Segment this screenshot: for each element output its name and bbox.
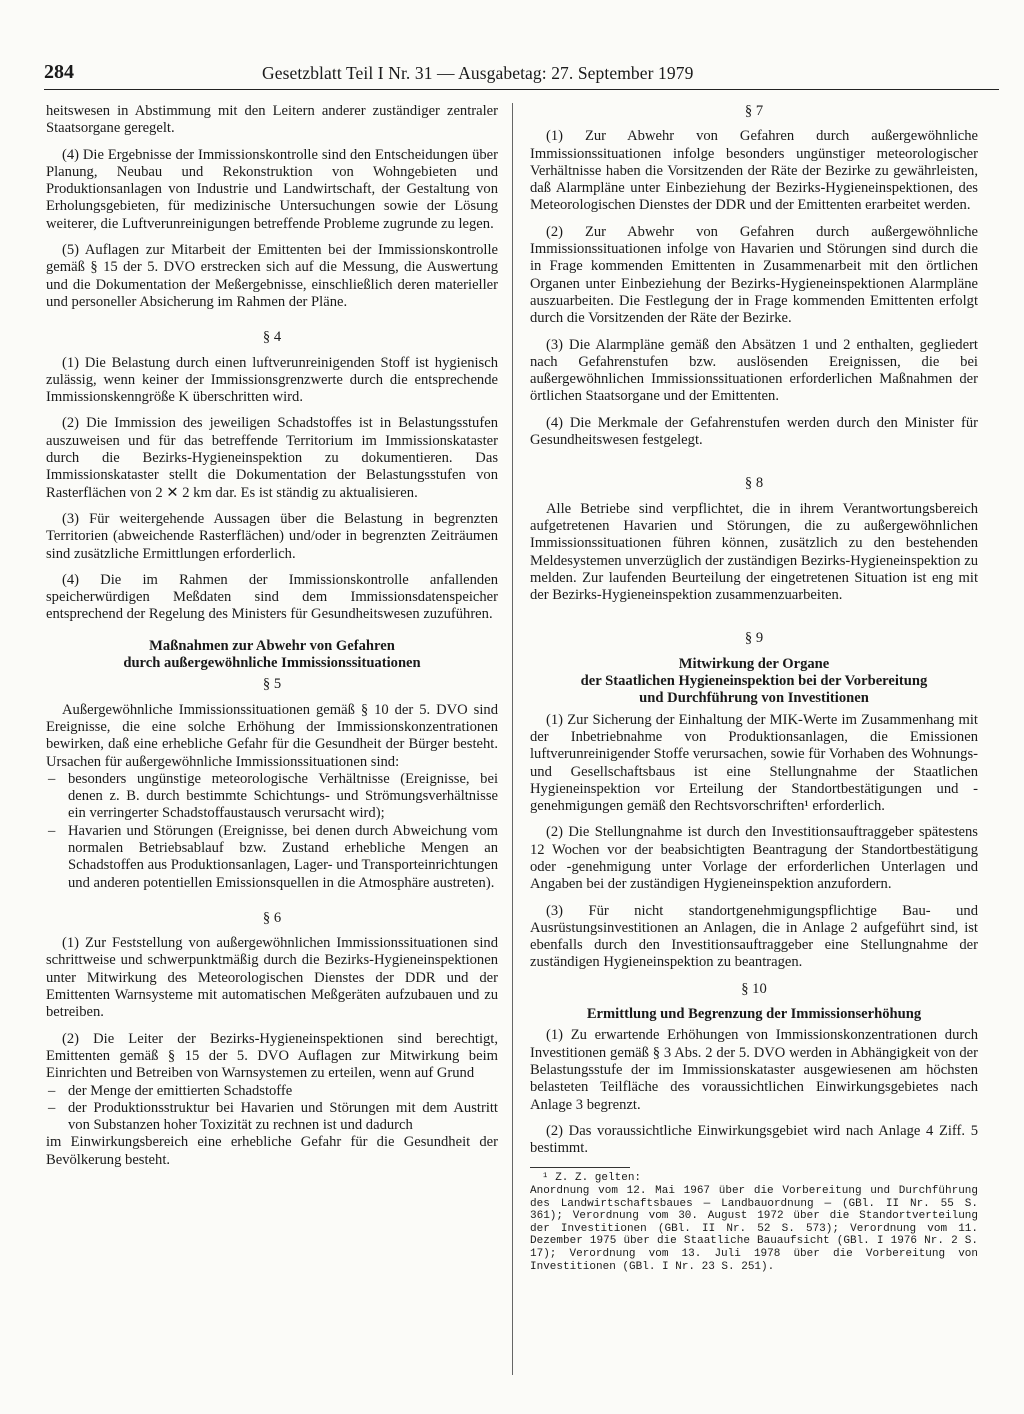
paragraph-3-5: (5) Auflagen zur Mitarbeit der Emittenten bei der Immissionskontrolle gemäß § 15 der 5. DVO erstrecken sich auf die Messung, die Auswertung und die Dokumentation der Meßergebnisse, einschließlich deren materieller und personeller Absicherung im Rahmen der Pläne. (46, 242, 498, 310)
page-number: 284 (44, 61, 74, 83)
section-9-heading (530, 656, 978, 708)
list-item: – besonders ungünstige meteorologische Verhältnisse (Ereignisse, bei denen z. B. durch bestimmte Schichtungs- und Strömungsverhältnisse ein verringerter Schadstoffaustausch verursacht wird); (46, 771, 498, 823)
section-5-list (46, 771, 498, 892)
footnote-text: Anordnung vom 12. Mai 1967 über die Vorbereitung und Durchführung des Landwirtschaftsbaues — Landbauordnung — (GBl. II Nr. 55 S. 361); Verordnung vom 30. August 1972 über die Standortverteilung der Investitionen (GBl. II Nr. 52 S. 573); Verordnung vom 11. Dezember 1975 über die Staatliche Bauaufsicht (GBl. I 1976 Nr. 2 S. 17); Verordnung vom 13. Juli 1978 über die Vorbereitung von Investitionen (GBl. I Nr. 23 S. 251). (530, 1185, 978, 1273)
paragraph-6-end: im Einwirkungsbereich eine erhebliche Gefahr für die Gesundheit der Bevölkerung besteht. (46, 1134, 498, 1168)
section-4-title: § 4 (262, 329, 282, 346)
paragraph-6-2: (2) Die Leiter der Bezirks-Hygieneinspektionen sind berechtigt, Emittenten gemäß § 15 der 5. DVO Auflagen zur Mitwirkung beim Einrichten und Betreiben von Warnsystemen zu erteilen, wenn auf Grund (46, 1030, 498, 1082)
paragraph-7-4: (4) Die Merkmale der Gefahrenstufen werden durch den Minister für Gesundheitswesen festgelegt. (530, 414, 978, 449)
page-header (44, 61, 999, 90)
section-10-heading: Ermittlung und Begrenzung der Immissionserhöhung (586, 1006, 922, 1023)
section-7-title: § 7 (744, 103, 764, 119)
list-item: – der Produktionsstruktur bei Havarien und Störungen mit dem Austritt von Substanzen hoher Toxizität zu rechnen ist und dadurch (46, 1100, 498, 1135)
left-column (46, 103, 498, 1178)
paragraph-10-2: (2) Das voraussichtliche Einwirkungsgebiet wird nach Anlage 4 Ziff. 5 bestimmt. (530, 1122, 978, 1157)
measures-heading-line-1: Maßnahmen zur Abwehr von Gefahren (149, 637, 395, 654)
paragraph-4-2: (2) Die Immission des jeweiligen Schadstoffes ist in Belastungsstufen auszuweisen und für das betreffende Territorium im Immissionskataster durch die Bezirks-Hygieneinspektion zu dokumentieren. Das Immissionskataster stellt die Dokumentation der Belastungsstufen von Rasterflächen von 2 ✕ 2 km dar. Es ist ständig zu aktualisieren. (46, 415, 498, 501)
section-8-title: § 8 (744, 475, 764, 492)
section-9-heading-line-3: und Durchführung von Investitionen (639, 690, 869, 707)
section-9-title: § 9 (744, 630, 764, 647)
paragraph-10-1: (1) Zu erwartende Erhöhungen von Immissionskonzentrationen durch Investitionen gemäß § 3 Abs. 2 der 5. DVO werden in Abhängigkeit von der Belastungsstufe der im Immissionskataster ausgewiesenen am höchsten belasteten Teilfläche des voraussichtlichen Einwirkungsgebietes nach Anlage 3 begrenzt. (530, 1027, 978, 1113)
right-column (530, 103, 978, 1273)
paragraph-7-2: (2) Zur Abwehr von Gefahren durch außergewöhnliche Immissionssituationen infolge von Havarien und Störungen sind durch die in Frage kommenden Emittenten in Zusammenarbeit mit den örtlichen Organen unter Einbeziehung der Bezirks-Hygieneinspektionen Alarmpläne auszuarbeiten. Die Festlegung der in Frage kommenden Emittenten erfolgt durch die Vorsitzenden der Räte der Bezirke. (530, 223, 978, 327)
section-6-title: § 6 (262, 909, 282, 926)
paragraph-6-1: (1) Zur Feststellung von außergewöhnlichen Immissionssituationen sind schrittweise und schwerpunktmäßig durch die Bezirks-Hygieneinspektionen unter Mitwirkung des Meteorologischen Dienstes der DDR und der Emittenten Warnsysteme mit automatischen Meßgeräten aufzubauen und zu betreiben. (46, 935, 498, 1021)
section-6-list (46, 1083, 498, 1135)
footnote-rule (530, 1167, 630, 1168)
paragraph-9-3: (3) Für nicht standortgenehmigungspflichtige Bau- und Ausrüstungsinvestitionen an Anlagen, die in Anlage 2 aufgeführt sind, ist ebenfalls durch den Investitionsauftraggeber eine Stellungnahme der zuständigen Hygieneinspektion zu beantragen. (530, 902, 978, 971)
measures-heading (46, 638, 498, 673)
running-title: Gesetzblatt Teil I Nr. 31 — Ausgabetag: 27. September 1979 (262, 63, 694, 83)
paragraph-7-3: (3) Die Alarmpläne gemäß den Absätzen 1 und 2 enthalten, gegliedert nach Gefahrenstufen bzw. auslösenden Ereignissen, die bei außergewöhnlichen Immissionssituationen erforderlichen Maßnahmen der örtlichen Staatsorgane und der Emittenten. (530, 336, 978, 405)
list-item: – der Menge der emittierten Schadstoffe (46, 1083, 498, 1100)
paragraph-5-intro: Außergewöhnliche Immissionssituationen gemäß § 10 der 5. DVO sind Ereignisse, die eine solche Erhöhung der Immissionskonzentrationen bewirken, daß eine erhebliche Gefahr für die Gesundheit der Bürger besteht. Ursachen für außergewöhnliche Immissionssituationen sind: (46, 701, 498, 770)
footnote (530, 1172, 978, 1273)
paragraph-4-4: (4) Die im Rahmen der Immissionskontrolle anfallenden speicherwürdigen Meßdaten sind dem Immissionsdatenspeicher entsprechend der Regelung des Ministers für Gesundheitswesen zuzuführen. (46, 571, 498, 623)
paragraph-8: Alle Betriebe sind verpflichtet, die in ihrem Verantwortungsbereich aufgetretenen Havarien und Störungen, die zu außergewöhnlichen Immissionssituationen führen können, zusätzlich zu den bestehenden Meldesystemen unverzüglich der zuständigen Bezirks-Hygieneinspektion zu melden. Zur laufenden Beurteilung der eingetretenen Situation ist eng mit der Bezirks-Hygieneinspektion zusammenzuarbeiten. (530, 500, 978, 604)
paragraph-4-1: (1) Die Belastung durch einen luftverunreinigenden Stoff ist hygienisch zulässig, wenn keiner der Immissionsgrenzwerte durch die entsprechende Immissionskenngröße K überschritten wird. (46, 354, 498, 406)
paragraph-4-3: (3) Für weitergehende Aussagen über die Belastung in begrenzten Territorien (abweichende Rasterflächen) und/oder in begrenzten Zeiträumen sind zusätzliche Ermittlungen erforderlich. (46, 510, 498, 562)
paragraph-continuation: heitswesen in Abstimmung mit den Leitern anderer zuständiger zentraler Staatsorgane geregelt. (46, 103, 498, 137)
section-9-heading-line-1: Mitwirkung der Organe (678, 655, 830, 672)
section-10-title: § 10 (741, 980, 767, 997)
paragraph-3-4: (4) Die Ergebnisse der Immissionskontrolle sind den Entscheidungen über Planung, Neubau und Rekonstruktion von Wohngebieten und Produktionsanlagen von Industrie und Landwirtschaft, der Gestaltung von Erholungsgebieten, für medizinische Untersuchungen sowie der Lösung weiterer, die Luftverunreinigungen betreffende Probleme zugrunde zu legen. (46, 146, 498, 232)
paragraph-9-1: (1) Zur Sicherung der Einhaltung der MIK-Werte im Zusammenhang mit der Inbetriebnahme von Produktionsanlagen, die Emissionen luftverunreinigender Stoffe verursachen, sowie für Vorhaben des Wohnungs- und Gesellschaftsbaus ist eine Stellungnahme der Staatlichen Hygieneinspektion vor Erteilung der Standortbestätigungen und -genehmigungen gemäß den Rechtsvorschriften¹ erforderlich. (530, 711, 978, 815)
footnote-intro: ¹ Z. Z. gelten: (542, 1172, 642, 1185)
section-9-heading-line-2: der Staatlichen Hygieneinspektion bei der Vorbereitung (580, 673, 928, 690)
column-divider (512, 103, 513, 1375)
measures-heading-line-2: durch außergewöhnliche Immissionssituationen (123, 655, 421, 672)
list-item: – Havarien und Störungen (Ereignisse, bei denen durch Abweichung vom normalen Betriebsablauf bzw. Zustand erhebliche Mengen an Schadstoffen aus Produktionsanlagen, Lager- und Transporteinrichtungen und anderen potentiellen Emissionsquellen in die Atmosphäre austreten). (46, 823, 498, 892)
paragraph-7-1: (1) Zur Abwehr von Gefahren durch außergewöhnliche Immissionssituationen infolge besonders ungünstiger meteorologischer Verhältnisse haben die Vorsitzenden der Räte der Bezirke zu gewährleisten, daß Alarmpläne unter Einbeziehung der Bezirks-Hygieneinspektionen, des Meteorologischen Dienstes der DDR und der Emittenten erarbeitet werden. (530, 128, 978, 214)
paragraph-9-2: (2) Die Stellungnahme ist durch den Investitionsauftraggeber spätestens 12 Wochen vor der beabsichtigten Beantragung der Standortbestätigung oder -genehmigung unter Vorlage der erforderlichen Unterlagen und Angaben bei der zuständigen Hygieneinspektion anzufordern. (530, 824, 978, 893)
section-5-title: § 5 (262, 676, 282, 693)
